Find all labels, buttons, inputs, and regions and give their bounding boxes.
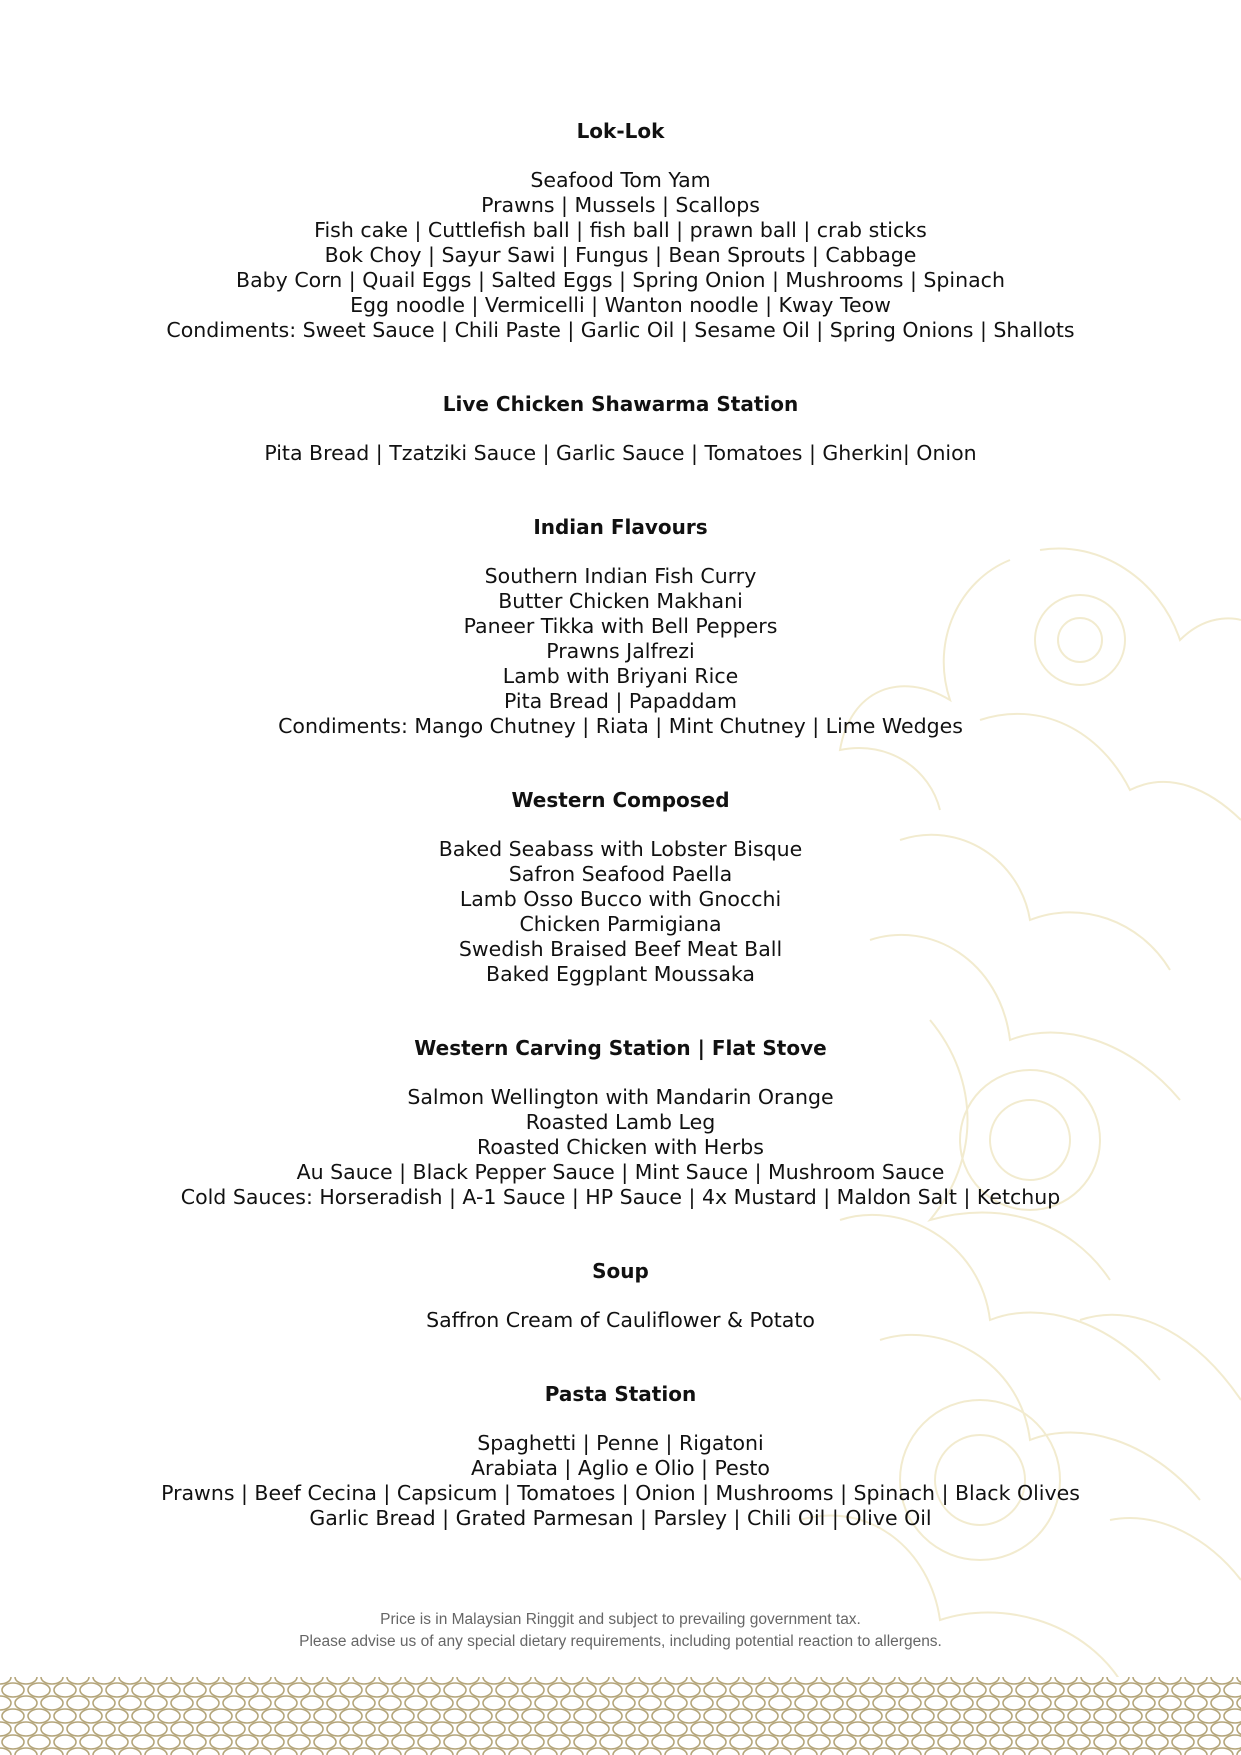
footer-price-note: Price is in Malaysian Ringgit and subject to prevailing government tax. [380,1611,861,1628]
menu-section-carving [0,1035,1241,1210]
section-title: Indian Flavours [533,515,708,539]
menu-line: Prawns | Beef Cecina | Capsicum | Tomatoes | Onion | Mushrooms | Spinach | Black Olives [161,1481,1080,1505]
menu-line: Paneer Tikka with Bell Peppers [463,614,778,638]
menu-line: Garlic Bread | Grated Parmesan | Parsley | Chili Oil | Olive Oil [309,1506,932,1530]
menu-line: Cold Sauces: Horseradish | A-1 Sauce | HP Sauce | 4x Mustard | Maldon Salt | Ketchup [180,1185,1061,1209]
menu-section-indian [0,514,1241,739]
menu-line: Bok Choy | Sayur Sawi | Fungus | Bean Sprouts | Cabbage [324,243,917,267]
menu-line: Swedish Braised Beef Meat Ball [458,937,783,961]
menu-line: Lamb with Briyani Rice [502,664,739,688]
menu-line: Fish cake | Cuttlefish ball | fish ball | prawn ball | crab sticks [314,218,927,242]
menu-line: Baby Corn | Quail Eggs | Salted Eggs | Spring Onion | Mushrooms | Spinach [236,268,1005,292]
menu-section-lok-lok [0,118,1241,343]
menu-content [0,118,1241,1579]
menu-line: Baked Seabass with Lobster Bisque [438,837,803,861]
menu-line: Butter Chicken Makhani [498,589,743,613]
menu-line: Prawns | Mussels | Scallops [481,193,760,217]
menu-line: Roasted Chicken with Herbs [477,1135,764,1159]
section-title: Live Chicken Shawarma Station [442,392,799,416]
section-title: Soup [592,1259,649,1283]
menu-line: Pita Bread | Tzatziki Sauce | Garlic Sauce | Tomatoes | Gherkin| Onion [264,441,977,465]
menu-line: Arabiata | Aglio e Olio | Pesto [471,1456,770,1480]
menu-section-shawarma [0,391,1241,466]
section-title: Western Composed [511,788,730,812]
menu-line: Au Sauce | Black Pepper Sauce | Mint Sauce | Mushroom Sauce [296,1160,945,1184]
menu-line: Safron Seafood Paella [508,862,733,886]
section-title: Lok-Lok [576,119,665,143]
menu-line: Prawns Jalfrezi [546,639,695,663]
menu-line: Salmon Wellington with Mandarin Orange [407,1085,834,1109]
menu-line: Seafood Tom Yam [530,168,711,192]
menu-line: Baked Eggplant Moussaka [486,962,755,986]
footer-note [0,1609,1241,1653]
menu-line: Lamb Osso Bucco with Gnocchi [459,887,782,911]
menu-line: Southern Indian Fish Curry [484,564,757,588]
menu-section-soup [0,1258,1241,1333]
section-title: Pasta Station [544,1382,697,1406]
decorative-lattice-border [0,1677,1241,1755]
section-title: Western Carving Station | Flat Stove [414,1036,827,1060]
menu-line: Chicken Parmigiana [519,912,722,936]
menu-line: Pita Bread | Papaddam [503,689,738,713]
menu-section-western-composed [0,787,1241,987]
menu-section-pasta [0,1381,1241,1531]
menu-line: Spaghetti | Penne | Rigatoni [477,1431,764,1455]
menu-line: Egg noodle | Vermicelli | Wanton noodle | Kway Teow [350,293,891,317]
menu-line: Saffron Cream of Cauliflower & Potato [426,1308,815,1332]
footer-allergen-note: Please advise us of any special dietary requirements, including potential reaction to allergens. [299,1633,942,1650]
menu-line: Roasted Lamb Leg [525,1110,716,1134]
menu-line: Condiments: Sweet Sauce | Chili Paste | Garlic Oil | Sesame Oil | Spring Onions | Shallots [166,318,1075,342]
menu-line: Condiments: Mango Chutney | Riata | Mint Chutney | Lime Wedges [278,714,963,738]
